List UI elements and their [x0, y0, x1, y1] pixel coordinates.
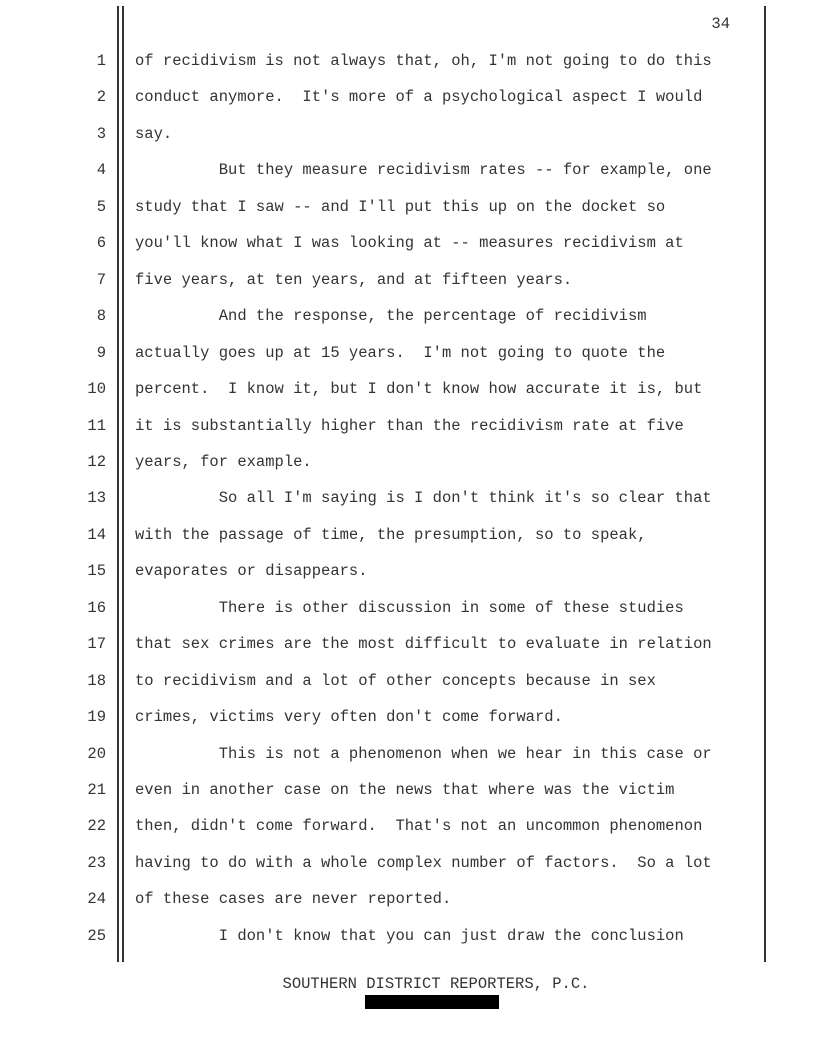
- line-text: five years, at ten years, and at fifteen years.: [135, 270, 573, 289]
- line-text: with the passage of time, the presumption, so to speak,: [135, 525, 647, 544]
- line-number: 1: [96, 52, 106, 70]
- redaction-bar: [365, 995, 499, 1009]
- line-text: say.: [135, 124, 173, 143]
- line-number: 21: [87, 781, 106, 799]
- left-margin-rule-inner: [122, 6, 124, 962]
- line-number: 17: [87, 635, 106, 654]
- line-number: 12: [87, 452, 106, 471]
- line-number: 7: [96, 270, 106, 289]
- footer-reporter-name: SOUTHERN DISTRICT REPORTERS, P.C.: [282, 975, 590, 993]
- line-text: conduct anymore. It's more of a psychological aspect I would: [135, 88, 703, 107]
- line-number: 2: [96, 88, 106, 107]
- line-text: But they measure recidivism rates -- for example, one: [135, 161, 712, 180]
- line-text: it is substantially higher than the recidivism rate at five: [135, 416, 684, 435]
- left-margin-rule-outer: [117, 6, 119, 962]
- line-text: of these cases are never reported.: [135, 890, 452, 909]
- line-text: And the response, the percentage of recidivism: [135, 307, 647, 326]
- line-number: 11: [87, 416, 106, 435]
- line-text: crimes, victims very often don't come forward.: [135, 708, 563, 727]
- line-number: 13: [87, 489, 106, 508]
- line-number: 5: [96, 197, 106, 216]
- line-text: that sex crimes are the most difficult to evaluate in relation: [135, 635, 712, 654]
- right-margin-rule: [764, 6, 766, 962]
- line-number: 23: [87, 853, 106, 872]
- page-number: 34: [711, 15, 730, 33]
- line-number: 3: [96, 124, 106, 143]
- line-number: 15: [87, 562, 106, 581]
- line-text: to recidivism and a lot of other concepts because in sex: [135, 671, 656, 690]
- line-number: 22: [87, 817, 106, 836]
- line-number: 18: [87, 671, 106, 690]
- line-text: study that I saw -- and I'll put this up on the docket so: [135, 197, 666, 216]
- line-text: of recidivism is not always that, oh, I'm not going to do this: [135, 52, 712, 70]
- line-text: There is other discussion in some of these studies: [135, 598, 684, 617]
- line-text: percent. I know it, but I don't know how accurate it is, but: [135, 380, 703, 399]
- line-text: actually goes up at 15 years. I'm not going to quote the: [135, 343, 666, 362]
- line-number: 20: [87, 744, 106, 763]
- line-number: 16: [87, 598, 106, 617]
- line-text: evaporates or disappears.: [135, 562, 368, 581]
- line-number: 6: [96, 234, 106, 253]
- line-text: having to do with a whole complex number of factors. So a lot: [135, 853, 712, 872]
- line-number: 9: [96, 343, 106, 362]
- line-number: 8: [96, 307, 106, 326]
- line-number: 10: [87, 380, 106, 399]
- line-text: years, for example.: [135, 452, 312, 471]
- line-text: you'll know what I was looking at -- measures recidivism at: [135, 234, 684, 253]
- line-number: 25: [87, 926, 106, 945]
- line-number: 4: [96, 161, 106, 180]
- line-text: I don't know that you can just draw the conclusion: [135, 926, 684, 945]
- line-number: 24: [87, 890, 106, 909]
- line-number: 14: [87, 525, 106, 544]
- line-text: This is not a phenomenon when we hear in this case or: [135, 744, 712, 763]
- line-number: 19: [87, 708, 106, 727]
- line-text: even in another case on the news that where was the victim: [135, 781, 675, 799]
- line-text: So all I'm saying is I don't think it's so clear that: [135, 489, 712, 508]
- line-text: then, didn't come forward. That's not an uncommon phenomenon: [135, 817, 703, 836]
